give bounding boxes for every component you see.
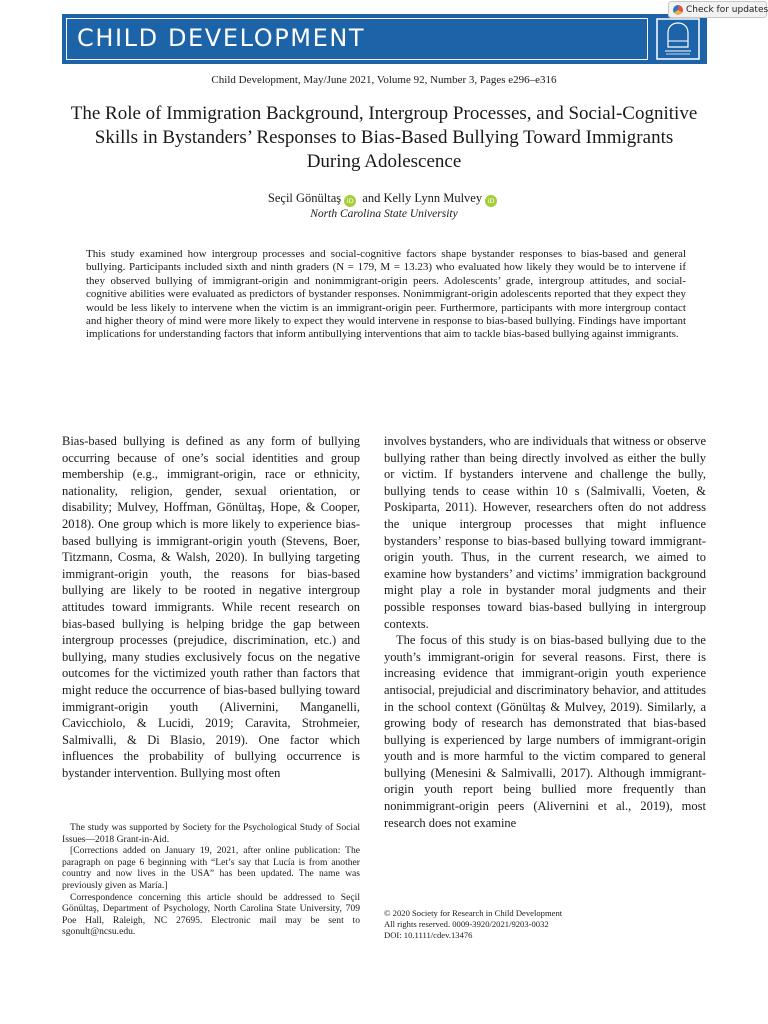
srcd-logo <box>656 18 700 60</box>
body-paragraph: involves bystanders, who are individuals that witness or observe bullying rather than being directly involved as either the bully or victim. If bystanders intervene and challenge the bully, bullying tends to cease within 10 s (Salmivalli, Voeten, & Poskiparta, 2011). However, researchers often do not address the unique intergroup processes that might influence bystanders’ response to bias-based bullying toward immigrant-origin youth. Thus, in the current research, we aimed to examine how bystanders’ and victims’ immigration background might play a role in bystander moral judgments and their possible responses toward bias-based bullying in intergroup contexts. <box>384 434 706 631</box>
author-joiner: and <box>362 191 381 205</box>
check-updates-label: Check for updates <box>686 4 768 15</box>
copyright-block <box>384 908 684 942</box>
body-column-left <box>62 433 360 781</box>
footnote-correction: [Corrections added on January 19, 2021, after online publication: The paragraph on page 6 beginning with “Let’s say that Lucía is from another country and now lives in the USA” has been updated. The name was previously given as María.] <box>62 845 360 891</box>
footnote-support: The study was supported by Society for the Psychological Study of Social Issues—2018 Grant-in-Aid. <box>62 822 360 845</box>
journal-citation: Child Development, May/June 2021, Volume 92, Number 3, Pages e296–e316 <box>211 74 557 86</box>
footnote-correspondence: Correspondence concerning this article should be addressed to Seçil Gönültaş, Department of Psychology, North Carolina State University, 709 Poe Hall, Raleigh, NC 27695. Electronic mail may be sent to sgonult@ncsu.edu. <box>62 891 360 938</box>
article-title: The Role of Immigration Background, Intergroup Processes, and Social-Cognitive Skills in Bystanders’ Responses to Bias-Based Bullying Toward Immigrants During Adolescence <box>70 103 698 172</box>
journal-banner <box>62 14 707 64</box>
footnotes <box>62 822 360 938</box>
journal-banner-frame <box>66 18 648 60</box>
body-paragraph: The focus of this study is on bias-based bullying due to the youth’s immigrant-origin for several reasons. First, there is increasing evidence that immigrant-origin youth experience antisocial, prejudicial and discriminatory behavior, and attitudes in the school context (Gönültaş & Mulvey, 2019). Similarly, a growing body of research has demonstrated that bias-based bullying is experienced by large numbers of immigrant-origin youth and is more harmful to the victim compared to general bullying (Menesini & Salmivalli, 2017). Although immigrant-origin youth report being bullied more frequently than nonimmigrant-origin peers (Alivernini et al., 2019), most research does not examine <box>384 633 706 830</box>
author-affiliation: North Carolina State University <box>310 208 458 220</box>
author-name: Kelly Lynn Mulvey <box>383 191 483 205</box>
copyright-line: © 2020 Society for Research in Child Development <box>384 908 563 918</box>
doi-line: DOI: 10.1111/cdev.13476 <box>384 930 473 941</box>
orcid-icon[interactable]: iD <box>485 195 497 207</box>
author-name: Seçil Gönültaş <box>267 191 342 205</box>
body-paragraph: Bias-based bullying is defined as any form of bullying occurring because of one’s social identities and group membership (e.g., immigrant-origin, race or ethnicity, nationality, religion, gender, sexual orientation, or disability; Mulvey, Hoffman, Gönültaş, Hope, & Cooper, 2018). One group which is more likely to experience bias-based bullying is immigrant-origin youth (Stevens, Boer, Titzmann, Cosma, & Walsh, 2020). In bullying targeting immigrant-origin youth, the reasons for bias-based bullying are likely to be rooted in negative intergroup attitudes toward immigrants. While recent research on bias-based bullying is helping bridge the gap between intergroup processes (prejudice, discrimination, etc.) and bullying, many studies exclusively focus on the negative outcomes for the victimized youth rather than factors that might reduce the occurrence of bias-based bullying toward immigrant-origin youth (Alivernini, Manganelli, Cavicchiolo, & Lucidi, 2019; Caravita, Strohmeier, Salmivalli, & Di Blasio, 2019). One factor which influences the probability of bullying occurrence is bystander intervention. Bullying most often <box>62 434 360 780</box>
copyright-line: All rights reserved. 0009-3920/2021/9203-0032 <box>384 919 549 930</box>
orcid-icon[interactable]: iD <box>344 195 356 207</box>
journal-title: CHILD DEVELOPMENT <box>77 24 366 52</box>
author-line <box>0 191 768 207</box>
abstract: This study examined how intergroup processes and social-cognitive factors shape bystander responses to bias-based and general bullying. Participants included sixth and ninth graders (N = 179, M = 13.23) who evaluated how likely they would be to intervene if they observed bullying of immigrant-origin and nonimmigrant-origin peers. Adolescents’ grade, intergroup attitudes, and social-cognitive abilities were evaluated as predictors of bystander responses. Nonimmigrant-origin adolescents reported that they expect they would be less likely to intervene when the victim is an immigrant-origin peer. Furthermore, participants with more intergroup contact and higher theory of mind were more likely to expect they would intervene in response to bias-based bullying. Findings have important implications for understanding factors that inform antibullying interventions that aim to tackle bias-based bullying against immigrants. <box>86 248 686 341</box>
check-for-updates-button[interactable] <box>668 1 767 18</box>
body-column-right <box>384 433 706 831</box>
check-updates-icon <box>673 5 683 15</box>
